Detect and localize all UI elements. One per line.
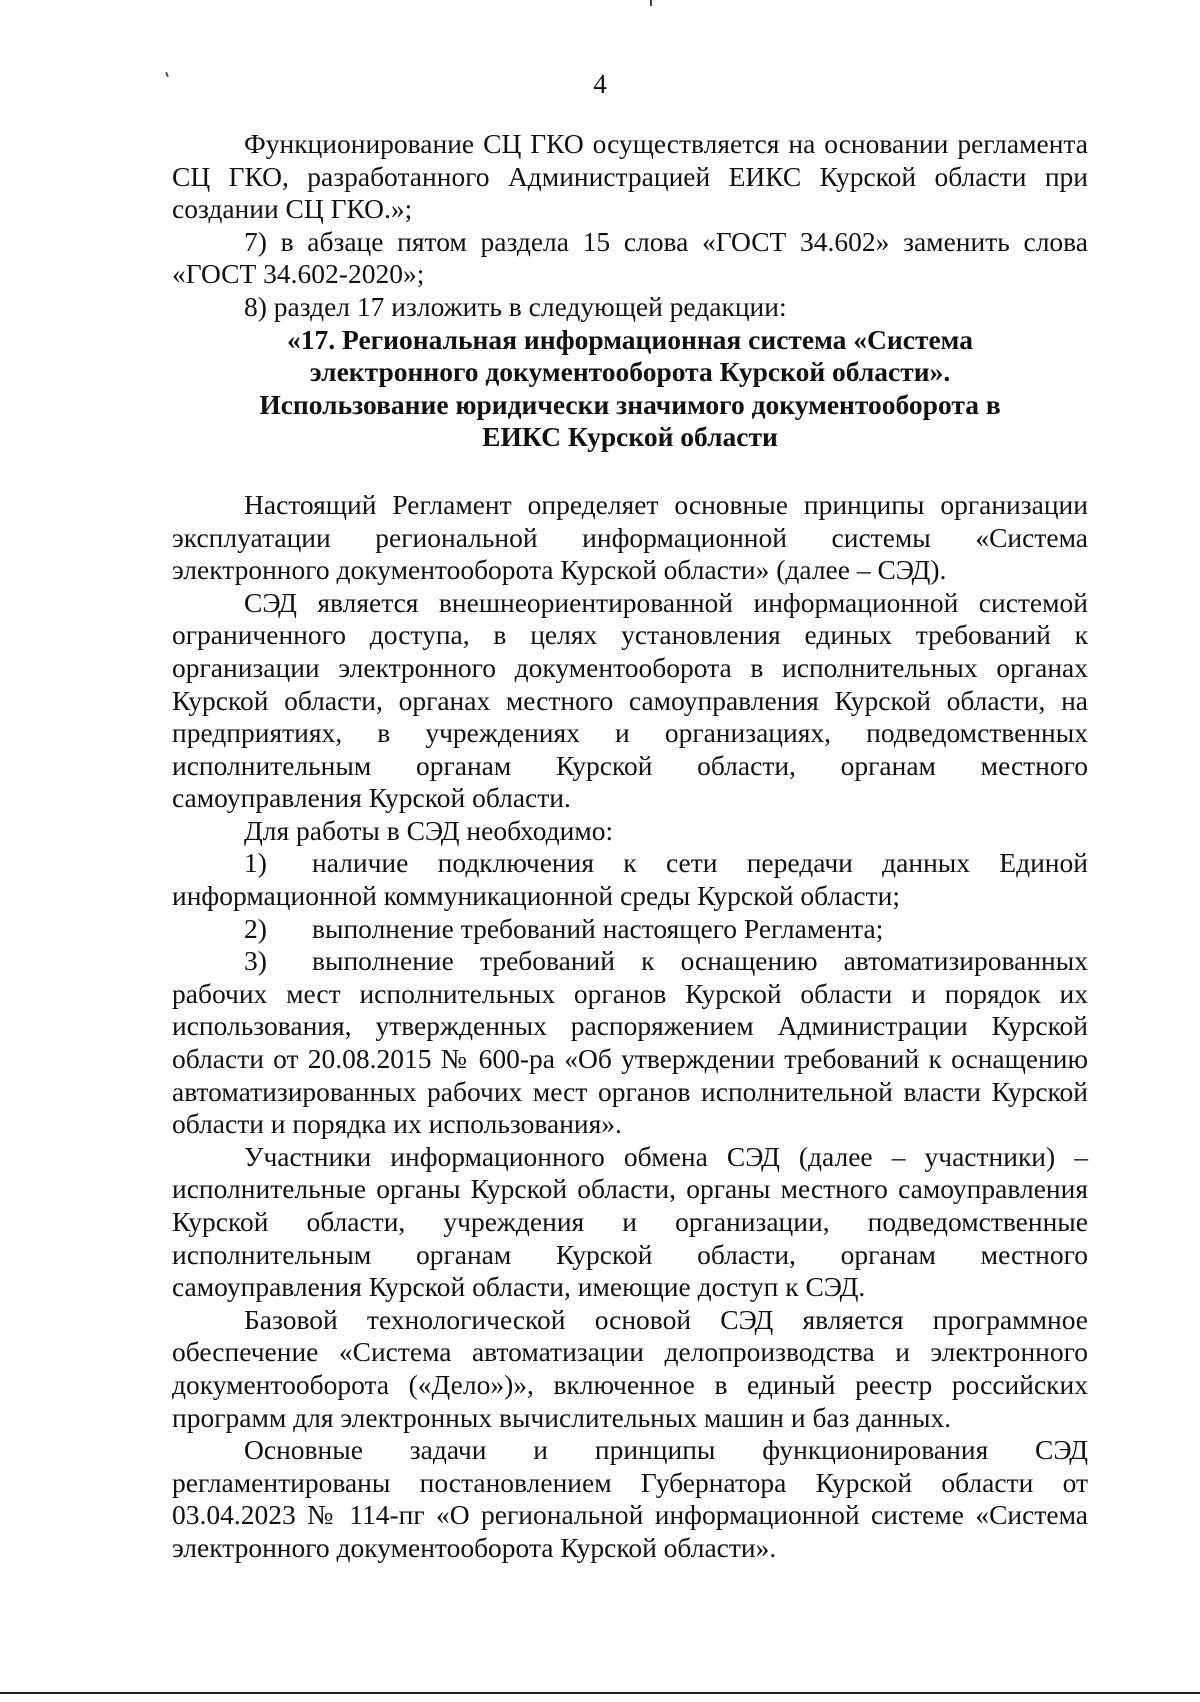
page-number: 4: [593, 69, 607, 99]
document-body: [172, 128, 1088, 1565]
list-item: [172, 945, 1088, 1141]
scan-edge-mark: [650, 0, 652, 6]
heading-line-1: «17. Региональная информационная система «Система: [287, 323, 973, 355]
paragraph-sed-definition: СЭД является внешнеориентированной информационной системой ограниченного доступа, в целях установления единых требований к организации электронного документооборота в исполнительных органах Курской области, органах местного самоуправления Курской области, на предприятиях, в учреждениях и организациях, подведомственных исполнительным органам Курской области, органам местного самоуправления Курской области.: [172, 586, 1088, 814]
section-heading: [172, 324, 1088, 454]
paragraph-item-7: 7) в абзаце пятом раздела 15 слова «ГОСТ 34.602» заменить слова «ГОСТ 34.602-2020»;: [172, 225, 1088, 290]
paragraph-requirements-intro: Для работы в СЭД необходимо:: [244, 814, 614, 846]
scan-bottom-edge: [0, 1692, 1200, 1694]
paragraph-regulation: Настоящий Регламент определяет основные принципы организации эксплуатации региональной информационной системы «Система электронного документооборота Курской области» (далее – СЭД).: [172, 488, 1088, 586]
heading-line-4: ЕИКС Курской области: [482, 421, 778, 453]
paragraph-tasks: Основные задачи и принципы функционирования СЭД регламентированы постановлением Губернатора Курской области от 03.04.2023 № 114-пг «О региональной информационной системе «Система электронного документооборота Курской области».: [172, 1434, 1088, 1563]
heading-line-2: электронного документооборота Курской области».: [309, 356, 951, 388]
paragraph-item-8: 8) раздел 17 изложить в следующей редакции:: [244, 290, 787, 322]
list-item-text: выполнение требований настоящего Регламента;: [312, 912, 884, 944]
paragraph-technology-base: Базовой технологической основой СЭД является программное обеспечение «Система автоматизации делопроизводства и электронного документооборота («Дело»)», включенное в единый реестр российских программ для электронных вычислительных машин и баз данных.: [172, 1303, 1088, 1433]
list-item-number: 1): [244, 847, 267, 879]
list-item-number: 3): [244, 945, 267, 977]
list-item-text: наличие подключения к сети передачи данных Единой информационной коммуникационной среды Курской области;: [172, 847, 1088, 912]
paragraph-participants: Участники информационного обмена СЭД (далее – участники) – исполнительные органы Курской области, органы местного самоуправления Курской области, учреждения и организации, подведомственные исполнительным органам Курской области, органам местного самоуправления Курской области, имеющие доступ к СЭД.: [172, 1140, 1088, 1303]
heading-line-3: Использование юридически значимого документооборота в: [259, 388, 1001, 420]
list-item: [172, 913, 1088, 946]
list-item-text: выполнение требований к оснащению автоматизированных рабочих мест исполнительных органов Курской области и порядок их использования, утвержденных распоряжением Администрации Курской области от 20.08.2015 № 600-ра «Об утверждении требований к оснащению автоматизированных рабочих мест органов исполнительной власти Курской области и порядка их использования».: [172, 945, 1088, 1140]
list-item-number: 2): [244, 912, 267, 944]
paragraph-functioning: Функционирование СЦ ГКО осуществляется на основании регламента СЦ ГКО, разработанного Администрацией ЕИКС Курской области при создании СЦ ГКО.»;: [172, 128, 1088, 225]
list-item: [172, 847, 1088, 912]
